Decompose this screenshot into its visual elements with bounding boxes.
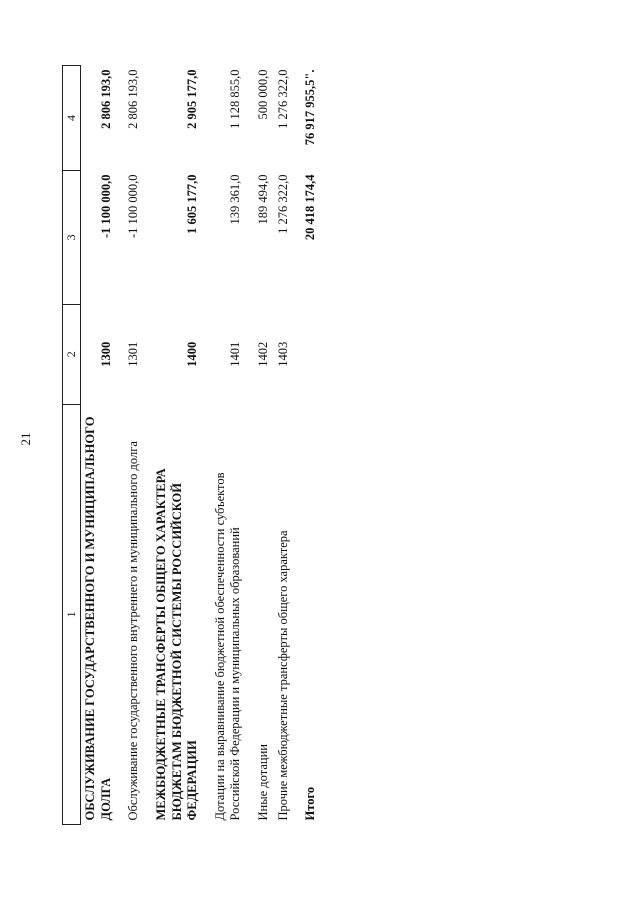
row-name: Обслуживание государственного внутреннего и муниципального долга bbox=[126, 441, 141, 821]
table-row bbox=[81, 66, 117, 825]
row-name: Иные дотации bbox=[256, 744, 270, 821]
table-row bbox=[274, 66, 294, 825]
header-col-4: 4 bbox=[63, 66, 81, 171]
row-col4: 2 905 177,0 bbox=[185, 69, 200, 129]
header-col-1: 1 bbox=[63, 404, 81, 824]
table-row bbox=[203, 66, 246, 825]
page-number: 21 bbox=[18, 432, 33, 446]
row-name: Прочие межбюджетные трансферты общего характера bbox=[275, 530, 290, 821]
row-name: МЕЖБЮДЖЕТНЫЕ ТРАНСФЕРТЫ ОБЩЕГО ХАРАКТЕРА БЮДЖЕТАМ БЮДЖЕТНОЙ СИСТЕМЫ РОССИЙСКОЙ ФЕДЕРАЦИИ bbox=[153, 468, 200, 821]
row-col4: 1 276 322,0 bbox=[275, 69, 290, 129]
header-col-3: 3 bbox=[63, 170, 81, 304]
table-row bbox=[144, 66, 203, 825]
total-row bbox=[293, 66, 321, 825]
budget-table bbox=[62, 65, 321, 825]
header-col-2: 2 bbox=[63, 304, 81, 404]
row-code: 1400 bbox=[185, 341, 200, 367]
row-col4: 2 806 193,0 bbox=[98, 69, 113, 129]
row-col4: 1 128 855,0 bbox=[228, 69, 243, 129]
row-col3: 189 494,0 bbox=[256, 174, 270, 225]
budget-table-rotated bbox=[62, 65, 362, 825]
table-header-row bbox=[63, 66, 81, 825]
row-code: 1402 bbox=[256, 341, 270, 367]
row-col4: 500 000,0 bbox=[256, 69, 270, 120]
total-col4: 76 917 955,5". bbox=[303, 69, 318, 146]
row-code: 1301 bbox=[126, 341, 141, 367]
row-code: 1300 bbox=[98, 341, 113, 367]
row-col3: 1 605 177,0 bbox=[185, 174, 200, 234]
total-col3: 20 418 174,4 bbox=[303, 174, 318, 241]
row-code: 1401 bbox=[228, 341, 243, 367]
table-row bbox=[116, 66, 144, 825]
row-code: 1403 bbox=[275, 341, 290, 367]
row-col3: -1 100 000,0 bbox=[126, 174, 141, 239]
row-col3: -1 100 000,0 bbox=[98, 174, 113, 239]
total-label: Итого bbox=[303, 786, 318, 821]
row-col3: 1 276 322,0 bbox=[275, 174, 290, 234]
row-name: ОБСЛУЖИВАНИЕ ГОСУДАРСТВЕННОГО И МУНИЦИПАЛЬНОГО ДОЛГА bbox=[83, 416, 113, 821]
row-col4: 2 806 193,0 bbox=[126, 69, 141, 129]
row-name: Дотации на выравнивание бюджетной обеспеченности субъектов Российской Федерации и муниципальных образований bbox=[212, 472, 243, 821]
total-code bbox=[293, 304, 321, 404]
row-col3: 139 361,0 bbox=[228, 174, 243, 225]
table-row bbox=[246, 66, 274, 825]
